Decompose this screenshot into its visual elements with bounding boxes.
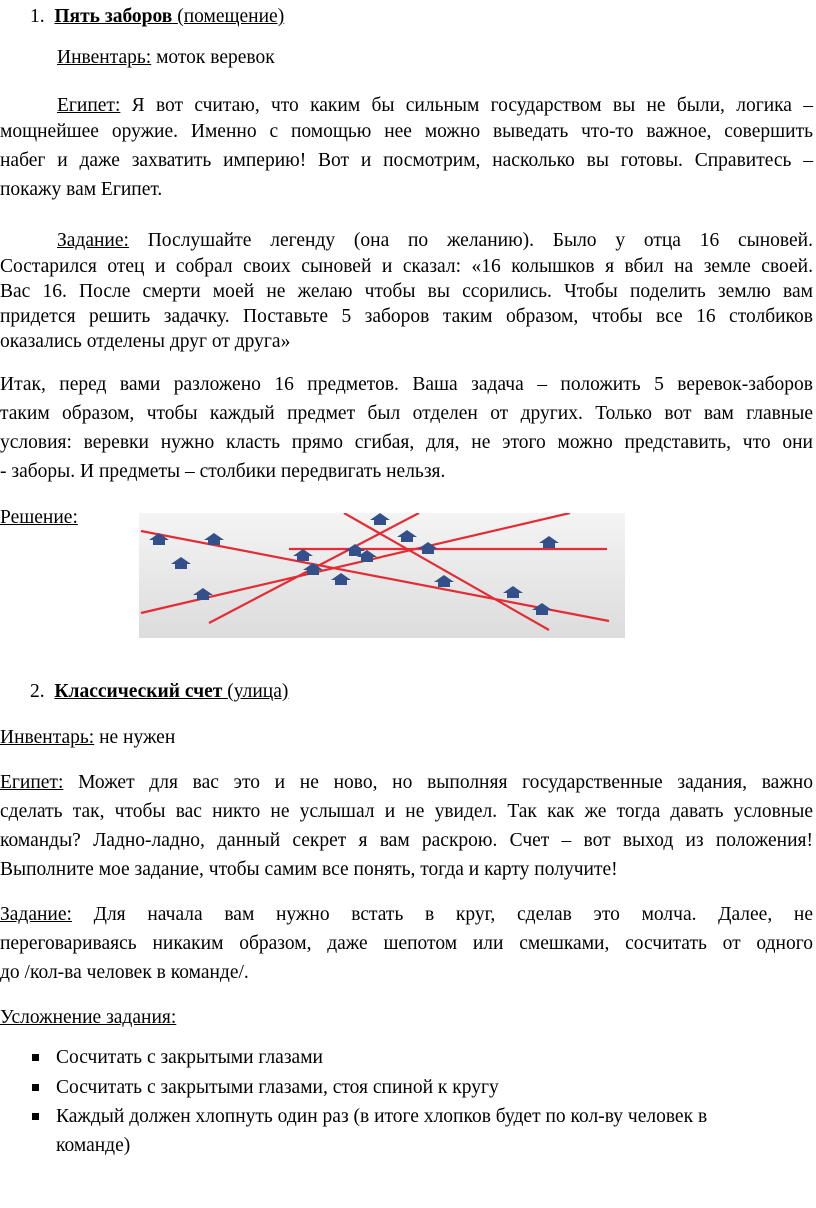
- section1-task-line-1: Задание: Послушайте легенду (она по желанию). Было у отца 16 сыновей.: [57, 230, 813, 251]
- task-label: Задание:: [0, 904, 72, 925]
- section1-task-line-3: Вас 16. После смерти моей не желаю чтобы вы ссорились. Чтобы поделить землю вам: [0, 281, 813, 302]
- complication-item-1: Сосчитать с закрытыми глазами: [56, 1047, 323, 1068]
- section1-egypt-line-2: мощнейшее оружие. Именно с помощью нее можно выведать что-то важное, совершить: [0, 121, 813, 142]
- section2-heading: [30, 680, 288, 704]
- task-label: Задание:: [57, 230, 129, 251]
- section1-task-line-2: Состарился отец и собрал своих сыновей и сказал: «16 колышков я вбил на земле своей.: [0, 256, 813, 277]
- section2-egypt-line-4: Выполните мое задание, чтобы самим все понять, тогда и карту получите!: [0, 859, 618, 880]
- section2-inventory: [0, 726, 175, 750]
- section1-title: Пять заборов: [54, 6, 173, 27]
- bullet-marker-1: [32, 1054, 39, 1061]
- section2-egypt-line-2: сделать так, чтобы вас никто не услышал и не увидел. Так как же тогда давать условные: [0, 801, 813, 822]
- section2-number: 2.: [30, 681, 45, 702]
- section2-task-line-1: Задание: Для начала вам нужно встать в круг, сделав это молча. Далее, не: [0, 904, 813, 925]
- complication-item-2: Сосчитать с закрытыми глазами, стоя спиной к кругу: [56, 1077, 499, 1098]
- bullet-marker-2: [32, 1084, 39, 1091]
- section1-intro-line-3: условия: веревки нужно класть прямо сгибая, для, не этого можно представить, что они: [0, 432, 813, 453]
- section1-task-line-4: придется решить задачку. Поставьте 5 заборов таким образом, чтобы все 16 столбиков: [0, 306, 813, 327]
- egypt-label: Египет:: [0, 772, 64, 793]
- section2-location: (улица): [227, 681, 289, 702]
- section1-intro-line-2: таким образом, чтобы каждый предмет был отделен от других. Только вот вам главные: [0, 403, 813, 424]
- section1-intro-line-1: Итак, перед вами разложено 16 предметов. Ваша задача – положить 5 веревок-заборов: [0, 374, 813, 395]
- egypt-label: Египет:: [57, 95, 121, 116]
- solution-label: Решение:: [0, 507, 78, 528]
- section2-egypt-line-3: команды? Ладно-ладно, данный секрет я вам раскрою. Счет – вот выход из положения!: [0, 830, 813, 851]
- section1-heading: [30, 5, 284, 29]
- section1-task-line-5: оказались отделены друг от друга»: [0, 331, 291, 352]
- section1-intro-line-4: - заборы. И предметы – столбики передвигать нельзя.: [0, 461, 446, 482]
- section1-location: (помещение): [177, 6, 285, 27]
- complication-item-3: Каждый должен хлопнуть один раз (в итоге хлопков будет по кол-ву человек в: [56, 1106, 708, 1127]
- section2-title: Классический счет: [54, 681, 223, 702]
- section1-egypt-line-4: покажу вам Египет.: [0, 179, 163, 200]
- inventory-value: не нужен: [94, 727, 176, 748]
- inventory-label: Инвентарь:: [0, 727, 95, 748]
- section1-egypt-line-1: Египет: Я вот считаю, что каким бы сильным государством вы не были, логика –: [57, 95, 813, 116]
- section1-inventory: [57, 46, 275, 70]
- inventory-value: моток веревок: [151, 47, 275, 68]
- complication-label: Усложнение задания:: [0, 1007, 177, 1028]
- section1-egypt-line-3: набег и даже захватить империю! Вот и посмотрим, насколько вы готовы. Справитесь –: [0, 150, 813, 171]
- section1-number: 1.: [30, 6, 45, 27]
- section2-egypt-line-1: Египет: Может для вас это и не ново, но выполняя государственные задания, важно: [0, 772, 813, 793]
- bullet-marker-3: [32, 1113, 39, 1120]
- solution-image: [139, 513, 625, 638]
- section2-task-line-3: до /кол-ва человек в команде/.: [0, 962, 249, 983]
- section2-task-line-2: переговариваясь никаким образом, даже шепотом или смешками, сосчитать от одного: [0, 933, 813, 954]
- complication-item-3-cont: команде): [56, 1135, 131, 1156]
- inventory-label: Инвентарь:: [57, 47, 152, 68]
